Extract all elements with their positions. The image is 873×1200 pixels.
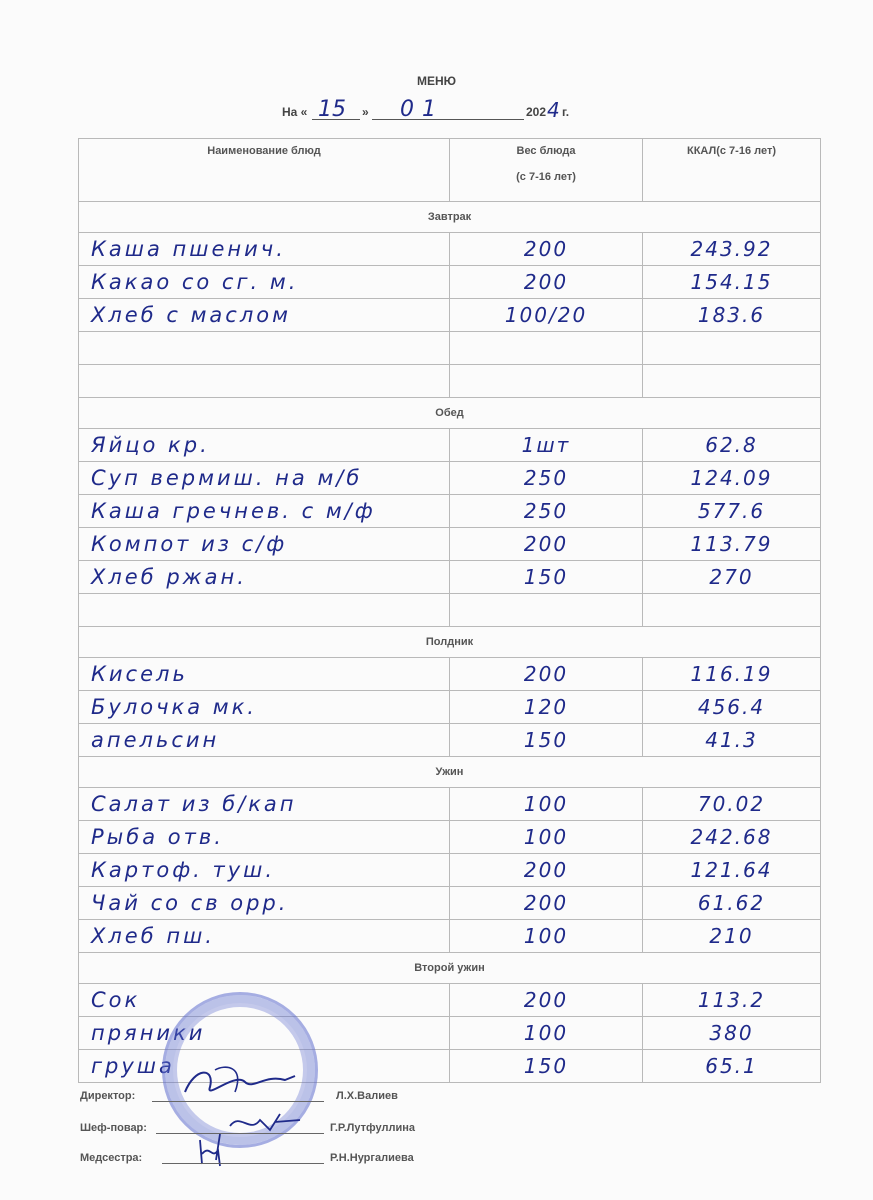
kcal-cell: 210: [643, 920, 821, 953]
month-underline: [372, 119, 524, 120]
kcal-cell: 61.62: [643, 887, 821, 920]
kcal-cell: 242.68: [643, 821, 821, 854]
kcal-cell: 243.92: [643, 233, 821, 266]
col-header-dish: Наименование блюд: [79, 139, 450, 202]
menu-table: [78, 138, 821, 1083]
dish-cell: Какао со сг. м.: [79, 266, 450, 299]
table-row: [79, 332, 821, 365]
table-row: [79, 233, 821, 266]
table-row: [79, 788, 821, 821]
signature-row: [80, 1116, 560, 1136]
col-header-weight: Вес блюда (с 7-16 лет): [450, 139, 643, 202]
kcal-cell: 380: [643, 1017, 821, 1050]
dish-cell: пряники: [79, 1017, 450, 1050]
kcal-cell: 116.19: [643, 658, 821, 691]
table-row: [79, 854, 821, 887]
section-header-row: [79, 398, 821, 429]
kcal-cell: 270: [643, 561, 821, 594]
signature-role: Директор:: [80, 1090, 136, 1102]
weight-cell: 100: [450, 920, 643, 953]
table-row: [79, 528, 821, 561]
table-row: [79, 691, 821, 724]
dish-cell: Хлеб с маслом: [79, 299, 450, 332]
table-row: [79, 462, 821, 495]
table-row: [79, 299, 821, 332]
kcal-cell: 577.6: [643, 495, 821, 528]
weight-cell: 100: [450, 821, 643, 854]
weight-cell: 200: [450, 854, 643, 887]
dish-cell: Булочка мк.: [79, 691, 450, 724]
weight-cell: 250: [450, 462, 643, 495]
date-year-prefix: 202: [526, 105, 547, 119]
dish-cell: Салат из б/кап: [79, 788, 450, 821]
signature-name: Л.Х.Валиев: [336, 1090, 398, 1102]
weight-cell: 100/20: [450, 299, 643, 332]
kcal-cell: 65.1: [643, 1050, 821, 1083]
section-title: Завтрак: [79, 202, 821, 233]
weight-cell: 200: [450, 528, 643, 561]
kcal-cell: 456.4: [643, 691, 821, 724]
table-row: [79, 429, 821, 462]
signature-row: [80, 1146, 560, 1166]
signature-line: [162, 1163, 324, 1164]
kcal-cell: 113.2: [643, 984, 821, 1017]
section-header-row: [79, 202, 821, 233]
weight-cell: 200: [450, 658, 643, 691]
kcal-cell: 41.3: [643, 724, 821, 757]
weight-cell: 200: [450, 266, 643, 299]
weight-cell: 150: [450, 1050, 643, 1083]
section-header-row: [79, 953, 821, 984]
dish-cell: Рыба отв.: [79, 821, 450, 854]
table-header-row: [79, 139, 821, 202]
section-title: Полдник: [79, 627, 821, 658]
weight-cell: [450, 365, 643, 398]
section-header-row: [79, 627, 821, 658]
dish-cell: Кисель: [79, 658, 450, 691]
weight-cell: 100: [450, 1017, 643, 1050]
table-row: [79, 594, 821, 627]
weight-cell: 150: [450, 561, 643, 594]
dish-cell: Сок: [79, 984, 450, 1017]
dish-cell: [79, 594, 450, 627]
section-title: Второй ужин: [79, 953, 821, 984]
date-mid: »: [362, 105, 369, 119]
col-header-kcal: ККАЛ(с 7-16 лет): [643, 139, 821, 202]
section-title: Обед: [79, 398, 821, 429]
table-row: [79, 365, 821, 398]
weight-cell: 1шт: [450, 429, 643, 462]
signature-row: [80, 1084, 560, 1104]
kcal-cell: 183.6: [643, 299, 821, 332]
date-line: [282, 96, 612, 122]
table-row: [79, 658, 821, 691]
date-year-suffix: г.: [562, 105, 570, 119]
weight-cell: 150: [450, 724, 643, 757]
signature-name: Р.Н.Нургалиева: [330, 1152, 414, 1164]
table-row: [79, 495, 821, 528]
dish-cell: апельсин: [79, 724, 450, 757]
table-row: [79, 920, 821, 953]
weight-cell: 200: [450, 984, 643, 1017]
dish-cell: Картоф. туш.: [79, 854, 450, 887]
kcal-cell: 124.09: [643, 462, 821, 495]
kcal-cell: [643, 594, 821, 627]
section-title: Ужин: [79, 757, 821, 788]
page-title: МЕНЮ: [416, 74, 457, 88]
date-prefix: На «: [282, 105, 308, 119]
dish-cell: Каша гречнев. с м/ф: [79, 495, 450, 528]
weight-cell: 100: [450, 788, 643, 821]
kcal-cell: 62.8: [643, 429, 821, 462]
signature-line: [152, 1101, 324, 1102]
weight-cell: [450, 594, 643, 627]
kcal-cell: [643, 332, 821, 365]
kcal-cell: [643, 365, 821, 398]
signature-role: Шеф-повар:: [80, 1122, 147, 1134]
table-row: [79, 821, 821, 854]
dish-cell: Чай со св орр.: [79, 887, 450, 920]
dish-cell: Компот из с/ф: [79, 528, 450, 561]
weight-cell: 200: [450, 233, 643, 266]
kcal-cell: 70.02: [643, 788, 821, 821]
dish-cell: [79, 365, 450, 398]
dish-cell: Яйцо кр.: [79, 429, 450, 462]
table-row: [79, 887, 821, 920]
dish-cell: Хлеб ржан.: [79, 561, 450, 594]
signature-role: Медсестра:: [80, 1152, 143, 1164]
dish-cell: Каша пшенич.: [79, 233, 450, 266]
date-month: 01: [400, 97, 444, 122]
table-row: [79, 561, 821, 594]
table-row: [79, 266, 821, 299]
dish-cell: груша: [79, 1050, 450, 1083]
weight-cell: 120: [450, 691, 643, 724]
signature-name: Г.Р.Лутфуллина: [330, 1122, 415, 1134]
weight-cell: 250: [450, 495, 643, 528]
date-year-digit: 4: [547, 98, 560, 122]
weight-cell: [450, 332, 643, 365]
table-row: [79, 724, 821, 757]
signature-line: [156, 1133, 324, 1134]
dish-cell: Суп вермиш. на м/б: [79, 462, 450, 495]
weight-cell: 200: [450, 887, 643, 920]
section-header-row: [79, 757, 821, 788]
kcal-cell: 121.64: [643, 854, 821, 887]
dish-cell: Хлеб пш.: [79, 920, 450, 953]
date-day: 15: [318, 97, 346, 122]
dish-cell: [79, 332, 450, 365]
kcal-cell: 154.15: [643, 266, 821, 299]
kcal-cell: 113.79: [643, 528, 821, 561]
